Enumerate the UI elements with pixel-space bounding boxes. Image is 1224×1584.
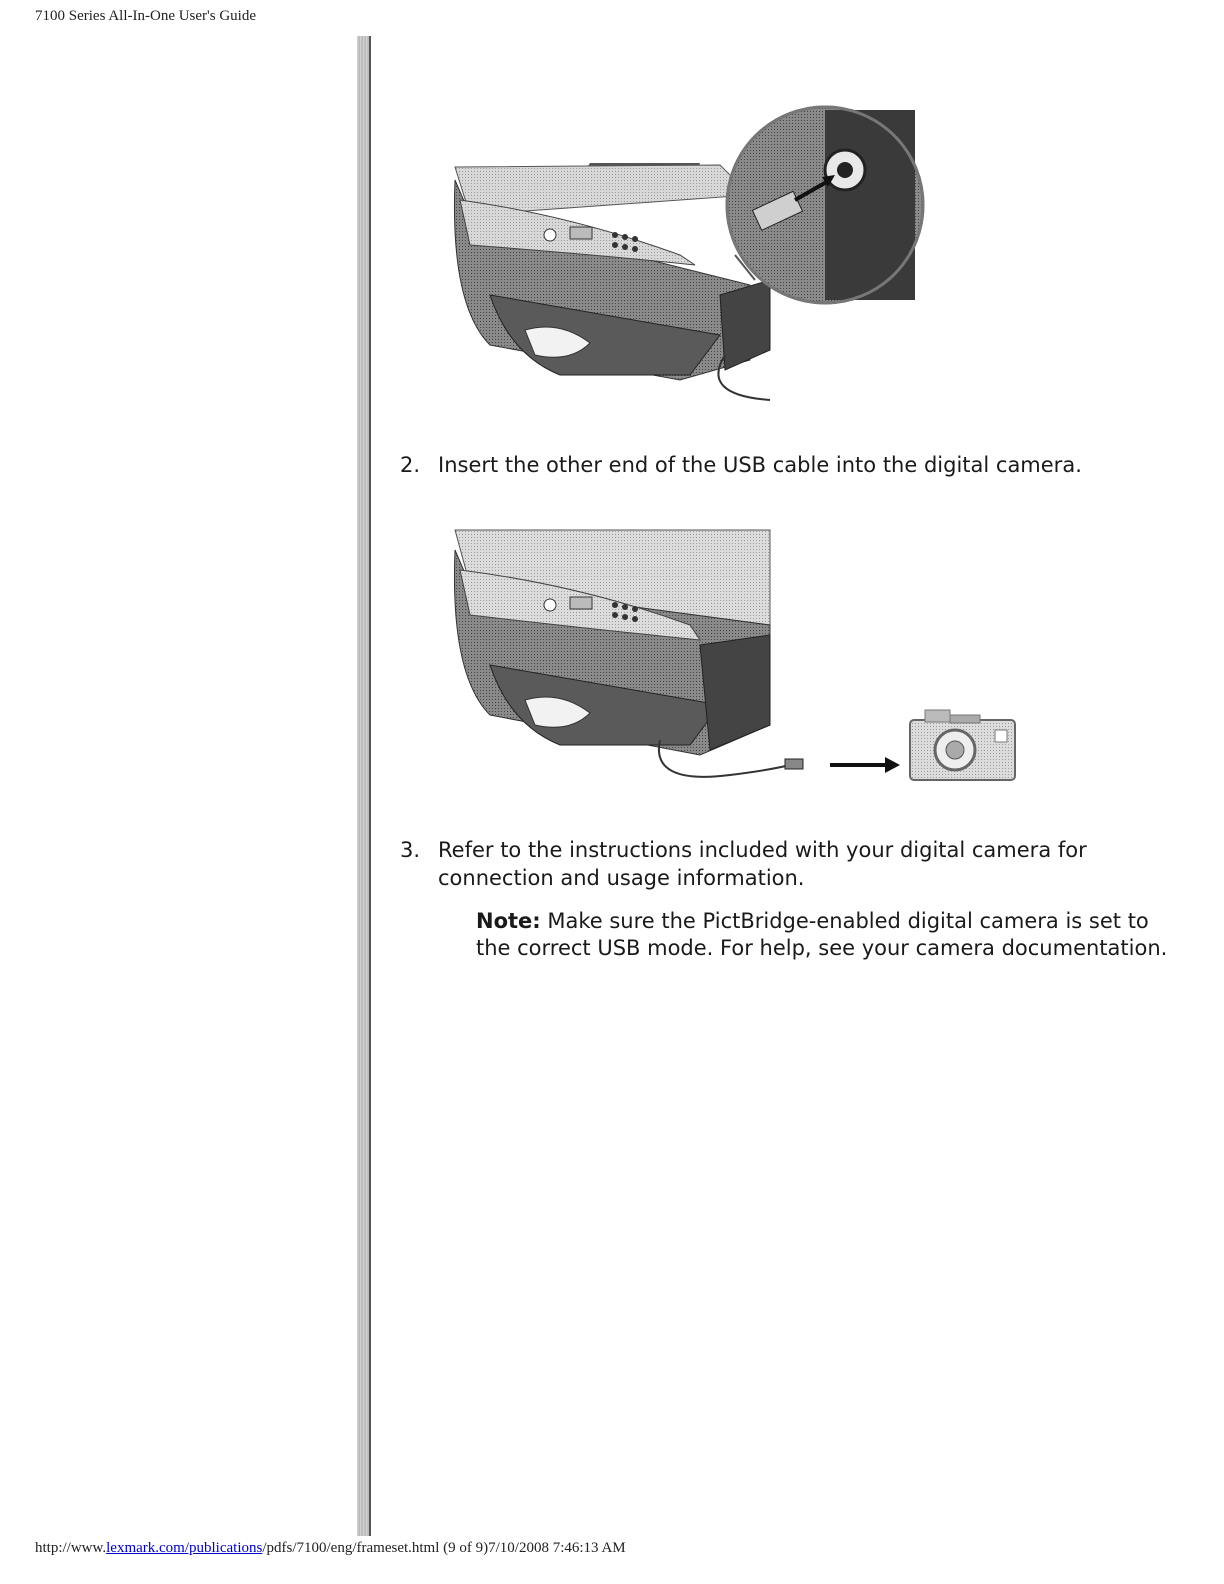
note-text: Make sure the PictBridge-enabled digital camera is set to the correct USB mode. For help, see your camera documentation. <box>476 909 1168 960</box>
page-header: 7100 Series All-In-One User's Guide <box>35 8 256 24</box>
footer-url-rest: /pdfs/7100/eng/frameset.html (9 of 9)7/10/2008 7:46:13 AM <box>262 1540 626 1556</box>
footer-url-prefix: http://www. <box>35 1540 107 1556</box>
printer-camera-icon <box>450 525 1020 790</box>
step-number: 3. <box>400 838 421 862</box>
printer-usb-port-figure <box>450 105 930 410</box>
printer-usb-port-icon <box>450 105 930 410</box>
printer-camera-figure <box>450 525 1020 790</box>
note-label: Note: <box>476 909 541 933</box>
step-text: Refer to the instructions included with your digital camera for connection and usage information. <box>438 838 1087 890</box>
step-text: Insert the other end of the USB cable into the digital camera. <box>438 453 1082 477</box>
note <box>476 908 1186 962</box>
footer-url-link[interactable]: lexmark.com/publications <box>106 1540 263 1556</box>
step-2 <box>400 451 1190 479</box>
step-3 <box>400 836 1190 892</box>
step-number: 2. <box>400 453 421 477</box>
page-footer <box>35 1540 626 1557</box>
frame-divider[interactable] <box>357 36 369 1536</box>
